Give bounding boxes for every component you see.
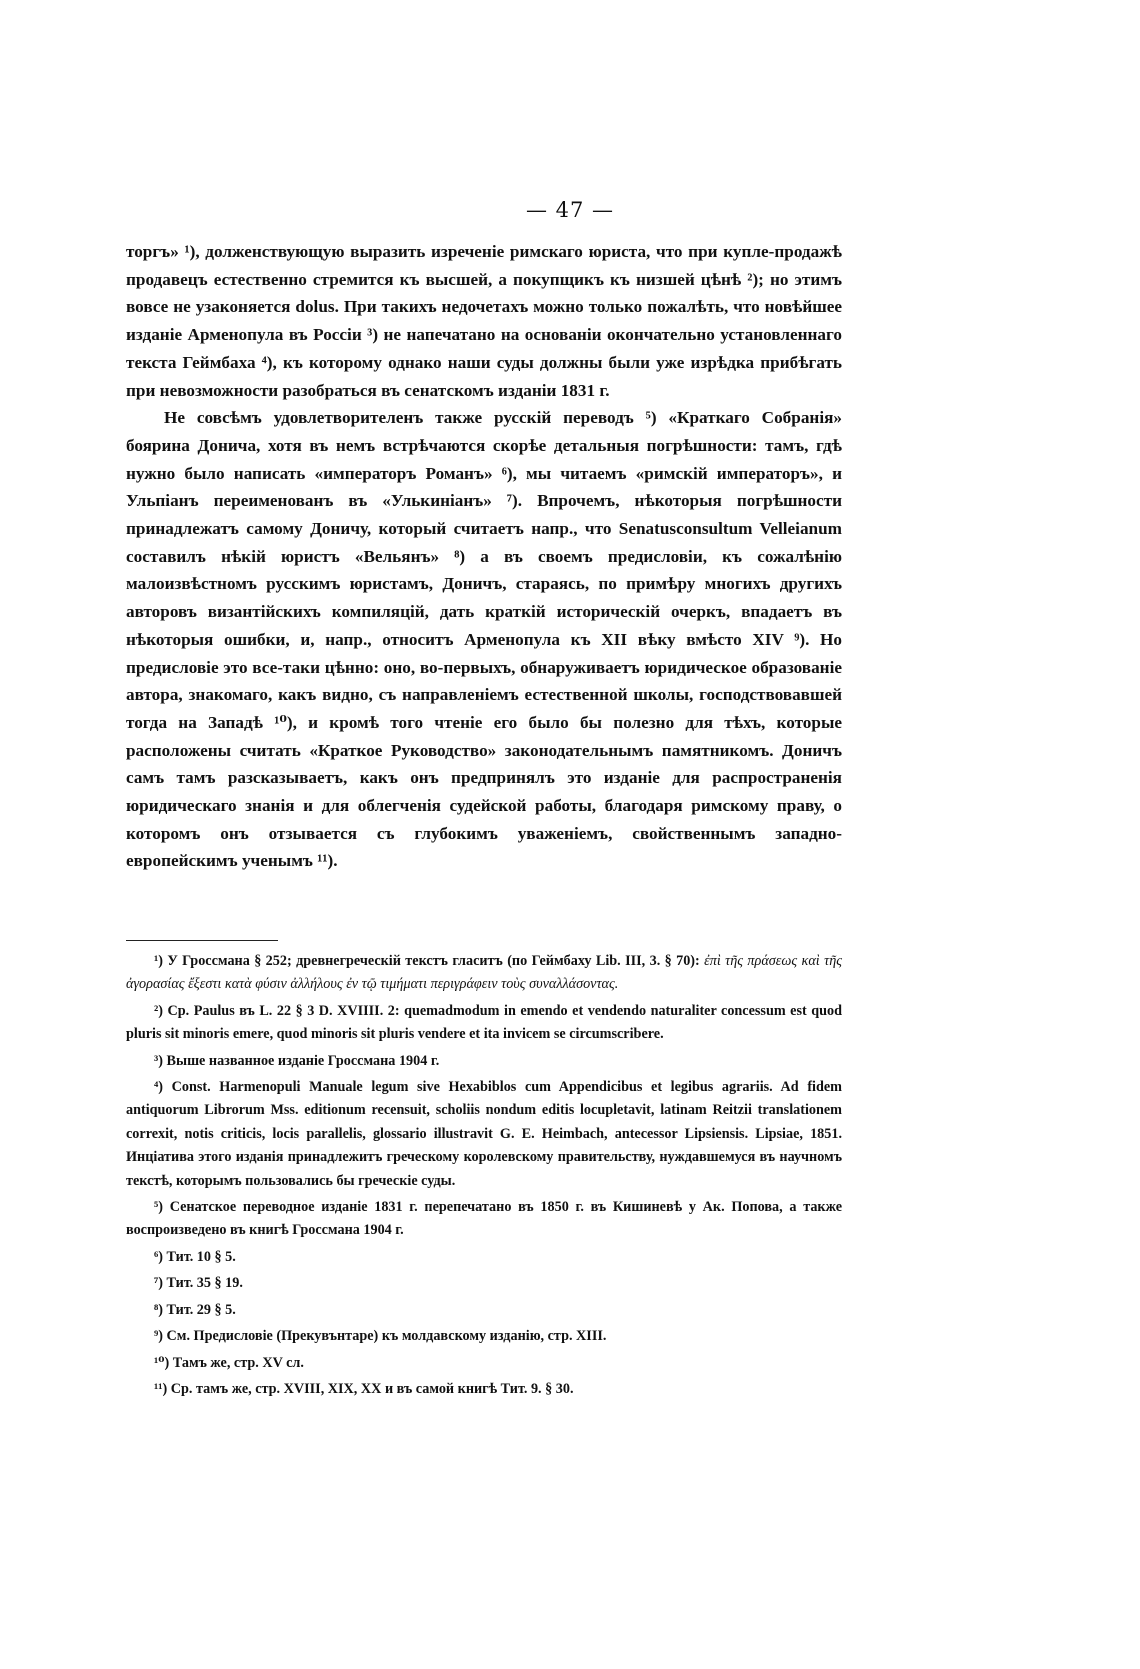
footnote-text: Сенатское переводное изданіе 1831 г. перепечатано въ 1850 г. въ Кишиневѣ у Ак. Попова, а также воспроизведено въ книгѣ Гроссмана 1904 г. <box>126 1199 843 1239</box>
footnote-text: Ср. тамъ же, стр. XVIII, XIX, XX и въ самой книгѣ Тит. 9. § 30. <box>170 1380 574 1397</box>
paragraph-2: Не совсѣмъ удовлетворителенъ также русскій переводъ ⁵) «Краткаго Собранія» боярина Донича, хотя въ немъ встрѣчаются скорѣе детальныя погрѣшности: тамъ, гдѣ нужно было написать «императоръ Романъ» ⁶), мы читаемъ «римскій императоръ», и Ульпіанъ переименованъ въ «Улькиніанъ» ⁷). Впрочемъ, нѣкоторыя погрѣшности принадлежатъ самому Доничу, который считаетъ напр., что Senatusconsultum Velleianum составилъ нѣкій юристъ «Вельянъ» ⁸) а въ своемъ предисловіи, къ сожалѣнію малоизвѣстномъ русскимъ юристамъ, Доничъ, стараясь, по примѣру многихъ другихъ авторовъ византійскихъ компиляцій, дать краткій историческій очеркъ, впадаетъ въ нѣкоторыя ошибки, и, напр., относитъ Арменопула къ XII вѣку вмѣсто XIV ⁹). Но предисловіе это все-таки цѣнно: оно, во-первыхъ, обнаруживаетъ юридическое образованіе автора, знакомаго, какъ видно, съ направленіемъ естественной школы, господствовавшей тогда на Западѣ ¹⁰), и кромѣ того чтеніе его было бы полезно для тѣхъ, которые расположены считать «Краткое Руководство» законодательнымъ памятникомъ. Доничъ самъ тамъ разсказываетъ, какъ онъ предпринялъ это изданіе для распространенія юридическаго знанія и для облегченія судейской работы, благодаря римскому праву, о которомъ онъ отзывается съ глубокимъ уваженіемъ, свойственнымъ западно-европейскимъ ученымъ ¹¹). <box>126 408 842 871</box>
footnote-4 <box>126 1076 842 1193</box>
footnote-9 <box>126 1325 842 1348</box>
footnotes <box>126 950 842 1404</box>
footnote-5 <box>126 1196 842 1243</box>
footnote-text: Cp. Paulus въ L. 22 § 3 D. XVIIII. 2: quemadmodum in emendo et vendendo naturaliter concessum est quod pluris sit minoris emere, quod minoris sit pluris vendere et ita invicem se circumscribere. <box>126 1002 843 1043</box>
footnote-mark: ⁵) <box>154 1199 163 1216</box>
footnote-mark: ¹⁰) <box>154 1354 170 1371</box>
footnote-mark: ¹¹) <box>154 1380 168 1397</box>
footnote-text: См. Предисловіе (Прекувънтаре) къ молдавскому изданію, стр. XIII. <box>166 1328 607 1345</box>
footnote-6 <box>126 1246 842 1269</box>
footnote-text: Выше названное изданіе Гроссмана 1904 г. <box>166 1052 440 1069</box>
footnote-greek-quote: ἐπὶ τῆς πράσεως καὶ τῆς ἀγορασίας ἔξεστι κατὰ φύσιν ἀλλήλους ἐν τῷ τιμήματι περιγράφειν τοὺς συναλλάσοντας. <box>126 953 843 993</box>
footnote-mark: ³) <box>154 1052 163 1069</box>
footnote-divider <box>126 940 278 941</box>
footnote-mark: ⁴) <box>154 1079 163 1096</box>
footnote-mark: ⁶) <box>154 1248 163 1265</box>
footnote-7 <box>126 1272 842 1295</box>
footnote-text: Тит. 35 § 19. <box>166 1275 243 1292</box>
footnote-1 <box>126 950 842 997</box>
footnote-mark: ⁷) <box>154 1275 163 1292</box>
footnote-8 <box>126 1299 842 1322</box>
footnote-11 <box>126 1378 842 1401</box>
page-number: — 47 — <box>525 198 615 222</box>
footnote-text: Тит. 29 § 5. <box>166 1301 236 1318</box>
footnote-3 <box>126 1050 842 1073</box>
footnote-mark: ¹) <box>154 953 163 969</box>
footnote-text: Const. Harmenopuli Manuale legum sive Hexabiblos cum Appendicibus et legibus agrariis. Ad fidem antiquorum Librorum Mss. editionum recensuit, scholiis nondum editis locupletavit, latinam Reitzii translationem correxit, notis criticis, locis parallelis, glossario illustravit G. E. Heimbach, antecessor Lipsiensis. Lipsiae, 1851. Инціатива этого изданія принадлежитъ греческому королевскому правительству, нуждавшемуся въ научномъ текстѣ, которымъ пользовались бы греческіе суды. <box>126 1079 843 1189</box>
paragraph-1: торгъ» ¹), долженствующую выразить изреченіе римскаго юриста, что при купле-продажѣ продавецъ естественно стремится къ высшей, а покупщикъ къ низшей цѣнѣ ²); но этимъ вовсе не узаконяется dolus. При такихъ недочетахъ можно только пожалѣть, что новѣйшее изданіе Арменопула въ Россіи ³) не напечатано на основаніи окончательно установленнаго текста Геймбаха ⁴), къ которому однако наши суды должны были уже изрѣдка прибѣгать при невозможности разобраться въ сенатскомъ изданіи 1831 г. <box>126 242 842 400</box>
footnote-2 <box>126 1000 842 1047</box>
footnote-text: Тамъ же, стр. XV сл. <box>172 1354 304 1371</box>
footnote-mark: ²) <box>154 1002 163 1019</box>
footnote-text: У Гроссмана § 252; древнегреческій текстъ гласитъ (по Геймбаху Lib. III, 3. § 70): <box>167 953 700 969</box>
main-text <box>126 238 842 875</box>
footnote-mark: ⁹) <box>154 1328 163 1345</box>
footnote-mark: ⁸) <box>154 1301 163 1318</box>
footnote-text: Тит. 10 § 5. <box>166 1248 236 1265</box>
footnote-10 <box>126 1352 842 1375</box>
